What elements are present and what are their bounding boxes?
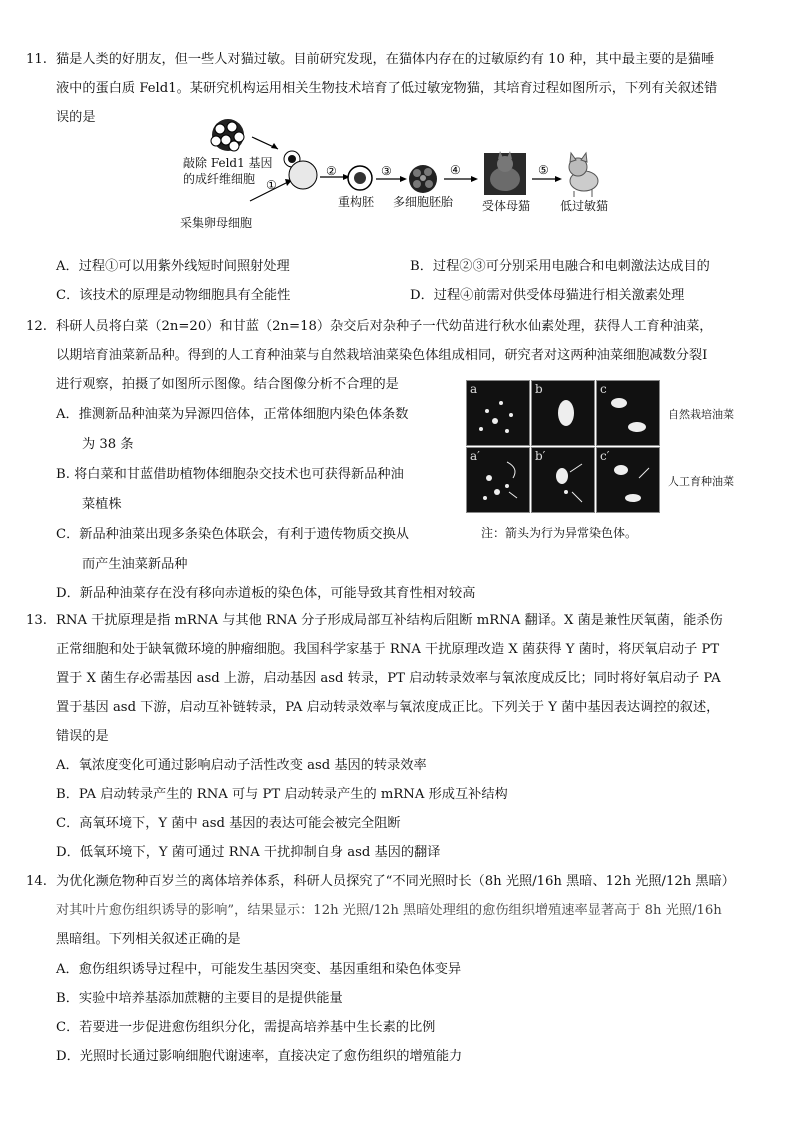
q14-option-b: B．实验中培养基添加蔗糖的主要目的是提供能量 [56, 991, 343, 1006]
micrograph-c-prime [596, 447, 660, 513]
micrograph-b-prime [531, 447, 595, 513]
q12-option-a-line2: 为 38 条 [82, 437, 134, 452]
q13-option-c: C．高氧环境下，Y 菌中 asd 基因的表达可能会被完全阻断 [56, 816, 401, 831]
q14-option-a: A．愈伤组织诱导过程中，可能发生基因突变、基因重组和染色体变异 [56, 962, 462, 977]
q12-stem-line3: 进行观察，拍摄了如图所示图像。结合图像分析不合理的是 [56, 377, 399, 392]
svg-text:⑤: ⑤ [538, 163, 549, 177]
micrograph-a-prime [466, 447, 530, 513]
svg-text:②: ② [326, 164, 337, 178]
q13-stem-line4: 置于基因 asd 下游，启动互补链转录，PA 启动转录效率与氧浓度成正比。下列关于 Y 菌中基因表达调控的叙述， [56, 700, 720, 715]
label-fibroblast-line2: 的成纤维细胞 [183, 172, 256, 186]
q11-stem-line3: 误的是 [56, 110, 96, 125]
q13-option-d: D．低氧环境下，Y 菌可通过 RNA 干扰抑制自身 asd 基因的翻译 [56, 845, 441, 860]
q14-number: 14. [26, 874, 47, 889]
panel-label: b′ [535, 449, 546, 463]
q14-option-c: C．若要进一步促进愈伤组织分化，需提高培养基中生长素的比例 [56, 1020, 436, 1035]
q13-stem-line5: 错误的是 [56, 729, 109, 744]
label-low-allergy-cat: 低过敏猫 [560, 199, 609, 213]
q13-stem-line2: 正常细胞和处于缺氧微环境的肿瘤细胞。我国科学家基于 RNA 干扰原理改造 X 菌获得 Y 菌时，将厌氧启动子 PT [56, 642, 720, 657]
q14-stem-line3: 黑暗组。下列相关叙述正确的是 [56, 932, 241, 947]
q13-stem-line3: 置于 X 菌生存必需基因 asd 上游，启动基因 asd 转录，PT 启动转录效率与氧浓度成反比；同时将好氧启动子 PA [56, 671, 721, 686]
q11-option-c: C．该技术的原理是动物细胞具有全能性 [56, 288, 291, 303]
q12-stem-line2: 以期培育油菜新品种。得到的人工育种油菜与自然栽培油菜染色体组成相同，研究者对这两种油菜细胞减数分裂Ⅰ [56, 348, 708, 363]
q14-stem-line2: 对其叶片愈伤组织诱导的影响”，结果显示：12h 光照/12h 黑暗处理组的愈伤组织增殖速率显著高于 8h 光照/16h [56, 903, 722, 918]
label-surrogate-cat: 受体母猫 [482, 199, 531, 213]
q14-stem-line1: 为优化濒危物种百岁兰的离体培养体系，科研人员探究了“不同光照时长（8h 光照/16h 黑暗、12h 光照/12h 黑暗） [56, 874, 735, 889]
label-fibroblast-line1: 敲除 Feld1 基因 [183, 156, 273, 170]
q11-stem-line2: 液中的蛋白质 Feld1。某研究机构运用相关生物技术培育了低过敏宠物猫，其培育过程如图所示，下列有关叙述错 [56, 81, 718, 96]
q13-option-a: A．氧浓度变化可通过影响启动子活性改变 asd 基因的转录效率 [56, 758, 427, 773]
q13-option-b: B．PA 启动转录产生的 RNA 可与 PT 启动转录产生的 mRNA 形成互补结构 [56, 787, 508, 802]
q12-number: 12. [26, 319, 47, 334]
label-multicell-embryo: 多细胞胚胎 [393, 195, 454, 209]
q12-option-b-line1: B. 将白菜和甘蓝借助植物体细胞杂交技术也可获得新品种油 [56, 467, 404, 482]
label-reconstructed-embryo: 重构胚 [338, 195, 375, 209]
q13-stem-line1: RNA 干扰原理是指 mRNA 与其他 RNA 分子形成局部互补结构后阻断 mRNA 翻译。X 菌是兼性厌氧菌，能杀伤 [56, 613, 723, 628]
q11-option-d: D．过程④前需对供受体母猫进行相关激素处理 [410, 288, 685, 303]
panel-label: a [470, 382, 478, 396]
q12-option-a-line1: A．推测新品种油菜为异源四倍体，正常体细胞内染色体条数 [56, 407, 409, 422]
q11-option-b: B．过程②③可分别采用电融合和电刺激法达成目的 [410, 259, 710, 274]
q14-option-d: D．光照时长通过影响细胞代谢速率，直接决定了愈伤组织的增殖能力 [56, 1049, 463, 1064]
q11-number: 11. [26, 52, 47, 67]
svg-text:③: ③ [381, 164, 392, 178]
svg-text:①: ① [266, 178, 277, 192]
label-artificial-rapeseed: 人工育种油菜 [668, 475, 734, 488]
fibroblast-cells-icon [211, 119, 244, 151]
micrograph-b [531, 380, 595, 446]
q13-number: 13. [26, 613, 47, 628]
label-oocyte: 采集卵母细胞 [180, 216, 253, 230]
q12-option-c-line1: C．新品种油菜出现多条染色体联会，有利于遗传物质交换从 [56, 527, 409, 542]
micrograph-a [466, 380, 530, 446]
q12-figure-note: 注：箭头为行为异常染色体。 [481, 526, 638, 540]
label-natural-rapeseed: 自然栽培油菜 [668, 408, 734, 421]
panel-label: a′ [470, 449, 480, 463]
panel-label: c′ [600, 449, 610, 463]
q12-stem-line1: 科研人员将白菜（2n=20）和甘蓝（2n=18）杂交后对杂种子一代幼苗进行秋水仙素处理，获得人工育种油菜， [56, 319, 713, 334]
q11-option-a: A．过程①可以用紫外线短时间照射处理 [56, 259, 290, 274]
q12-option-c-line2: 而产生油菜新品种 [82, 557, 188, 572]
panel-label: c [600, 382, 607, 396]
micrograph-c [596, 380, 660, 446]
q11-stem-line1: 猫是人类的好朋友，但一些人对猫过敏。目前研究发现，在猫体内存在的过敏原约有 10 种，其中最主要的是猫唾 [56, 52, 715, 67]
svg-text:④: ④ [450, 163, 461, 177]
q12-option-b-line2: 菜植株 [82, 497, 122, 512]
q12-option-d: D．新品种油菜存在没有移向赤道板的染色体，可能导致其育性相对较高 [56, 586, 476, 601]
panel-label: b [535, 382, 543, 396]
